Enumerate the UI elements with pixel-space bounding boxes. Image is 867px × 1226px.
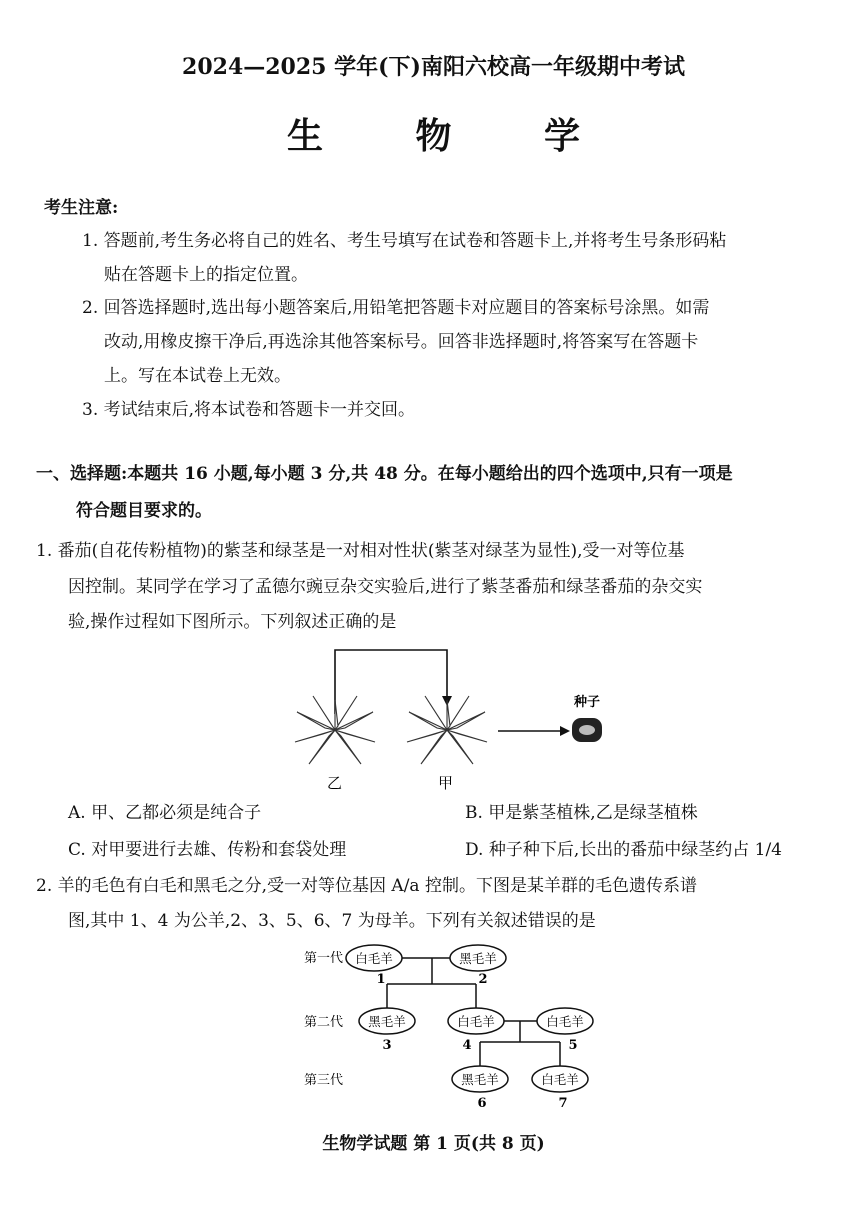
plant-yi-label: 乙 — [327, 774, 343, 792]
gen1-label: 第一代 — [304, 951, 344, 966]
q1-option-c: C. 对甲要进行去雄、传粉和套袋处理 — [68, 840, 347, 860]
node-1-label: 白毛羊 — [355, 951, 393, 966]
node-7-label: 白毛羊 — [541, 1072, 579, 1087]
notice-item-1-cont: 贴在答题卡上的指定位置。 — [104, 265, 308, 285]
node-6-label: 黑毛羊 — [461, 1072, 499, 1087]
arrow-icon — [560, 726, 570, 736]
node-3-id: 3 — [382, 1038, 392, 1053]
section-heading-cont: 符合题目要求的。 — [76, 501, 212, 521]
q1-option-a: A. 甲、乙都必须是纯合子 — [68, 803, 262, 823]
node-5-id: 5 — [568, 1038, 578, 1053]
q1-option-d: D. 种子种下后,长出的番茄中绿茎约占 1/4 — [465, 840, 782, 860]
node-3-label: 黑毛羊 — [368, 1014, 406, 1029]
page-footer: 生物学试题 第 1 页(共 8 页) — [322, 1134, 545, 1154]
q1-stem-1: 1. 番茄(自花传粉植物)的紫茎和绿茎是一对相对性状(紫茎对绿茎为显性),受一对等位基 — [36, 541, 685, 561]
plant-jia-label: 甲 — [438, 774, 454, 792]
q1-figure — [280, 642, 620, 792]
pedigree-chart — [290, 938, 610, 1110]
node-6-id: 6 — [477, 1096, 487, 1110]
exam-title: 2024—2025 学年(下)南阳六校高一年级期中考试 — [182, 54, 685, 80]
node-4-id: 4 — [462, 1038, 472, 1053]
subject-title: 生 物 学 — [286, 115, 621, 157]
notice-item-2-cont2: 上。写在本试卷上无效。 — [104, 366, 291, 386]
node-2-id: 2 — [478, 972, 488, 987]
notice-item-1: 1. 答题前,考生务必将自己的姓名、考生号填写在试卷和答题卡上,并将考生号条形码粘 — [82, 231, 727, 251]
node-7-id: 7 — [558, 1096, 568, 1110]
node-1-id: 1 — [376, 972, 386, 987]
gen2-label: 第二代 — [304, 1015, 344, 1030]
node-2-label: 黑毛羊 — [459, 951, 497, 966]
notice-item-3: 3. 考试结束后,将本试卷和答题卡一并交回。 — [82, 400, 416, 420]
node-5-label: 白毛羊 — [546, 1014, 584, 1029]
notice-heading: 考生注意: — [44, 198, 119, 218]
seed-icon — [572, 718, 602, 742]
q1-stem-2: 因控制。某同学在学习了孟德尔豌豆杂交实验后,进行了紫茎番茄和绿茎番茄的杂交实 — [68, 577, 703, 597]
q2-stem-1: 2. 羊的毛色有白毛和黑毛之分,受一对等位基因 A/a 控制。下图是某羊群的毛色遗传系谱 — [36, 876, 697, 896]
gen3-label: 第三代 — [304, 1073, 344, 1088]
seed-label: 种子 — [573, 695, 601, 710]
plant-yi-icon — [295, 696, 375, 764]
notice-item-2-cont: 改动,用橡皮擦干净后,再选涂其他答案标号。回答非选择题时,将答案写在答题卡 — [104, 332, 699, 352]
plant-jia-icon — [407, 696, 487, 764]
notice-item-2: 2. 回答选择题时,选出每小题答案后,用铅笔把答题卡对应题目的答案标号涂黑。如需 — [82, 298, 710, 318]
q1-stem-3: 验,操作过程如下图所示。下列叙述正确的是 — [68, 612, 397, 632]
q2-stem-2: 图,其中 1、4 为公羊,2、3、5、6、7 为母羊。下列有关叙述错误的是 — [68, 911, 596, 931]
section-heading: 一、选择题:本题共 16 小题,每小题 3 分,共 48 分。在每小题给出的四个选项中,只有一项是 — [36, 464, 733, 484]
node-4-label: 白毛羊 — [457, 1014, 495, 1029]
q1-option-b: B. 甲是紫茎植株,乙是绿茎植株 — [465, 803, 698, 823]
